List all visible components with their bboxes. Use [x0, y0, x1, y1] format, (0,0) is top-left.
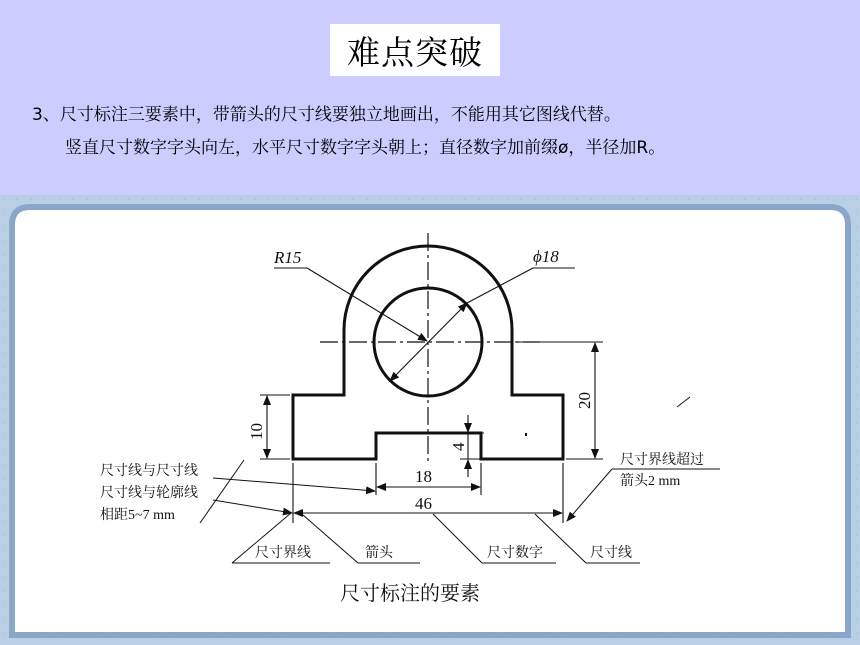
dim-20: 20 — [575, 392, 594, 409]
dim-46: 46 — [415, 494, 432, 513]
scan-mark — [525, 433, 527, 436]
header-band — [0, 0, 860, 195]
note-overrun-line-1: 尺寸界线超过 — [620, 453, 704, 468]
intro-text-line-1: 3、尺寸标注三要素中，带箭头的尺寸线要独立地画出，不能用其它图线代替。 — [32, 105, 621, 125]
note-overrun-line-2: 箭头2 mm — [620, 474, 681, 489]
label-dim-line: 尺寸线 — [590, 546, 632, 561]
label-dim-number: 尺寸数字 — [487, 546, 543, 561]
label-diameter: ϕ18 — [533, 247, 559, 266]
slide-title: 难点突破 — [330, 24, 500, 76]
diagram-caption: 尺寸标注的要素 — [340, 583, 480, 605]
note-spacing-line-3: 相距5~7 mm — [100, 508, 175, 523]
note-spacing-line-2: 尺寸线与轮廓线 — [100, 486, 198, 501]
label-radius: R15 — [274, 248, 302, 267]
dim-10: 10 — [247, 423, 266, 440]
label-arrow: 箭头 — [365, 546, 393, 561]
dim-4: 4 — [449, 442, 468, 451]
note-spacing-line-1: 尺寸线与尺寸线 — [100, 464, 198, 479]
label-extension-line: 尺寸界线 — [255, 546, 311, 561]
intro-text-line-2: 竖直尺寸数字字头向左，水平尺寸数字字头朝上；直径数字加前缀ø，半径加R。 — [65, 138, 666, 158]
paper-sheet — [12, 207, 848, 635]
dimension-diagram — [0, 195, 860, 645]
dim-18: 18 — [415, 467, 432, 486]
